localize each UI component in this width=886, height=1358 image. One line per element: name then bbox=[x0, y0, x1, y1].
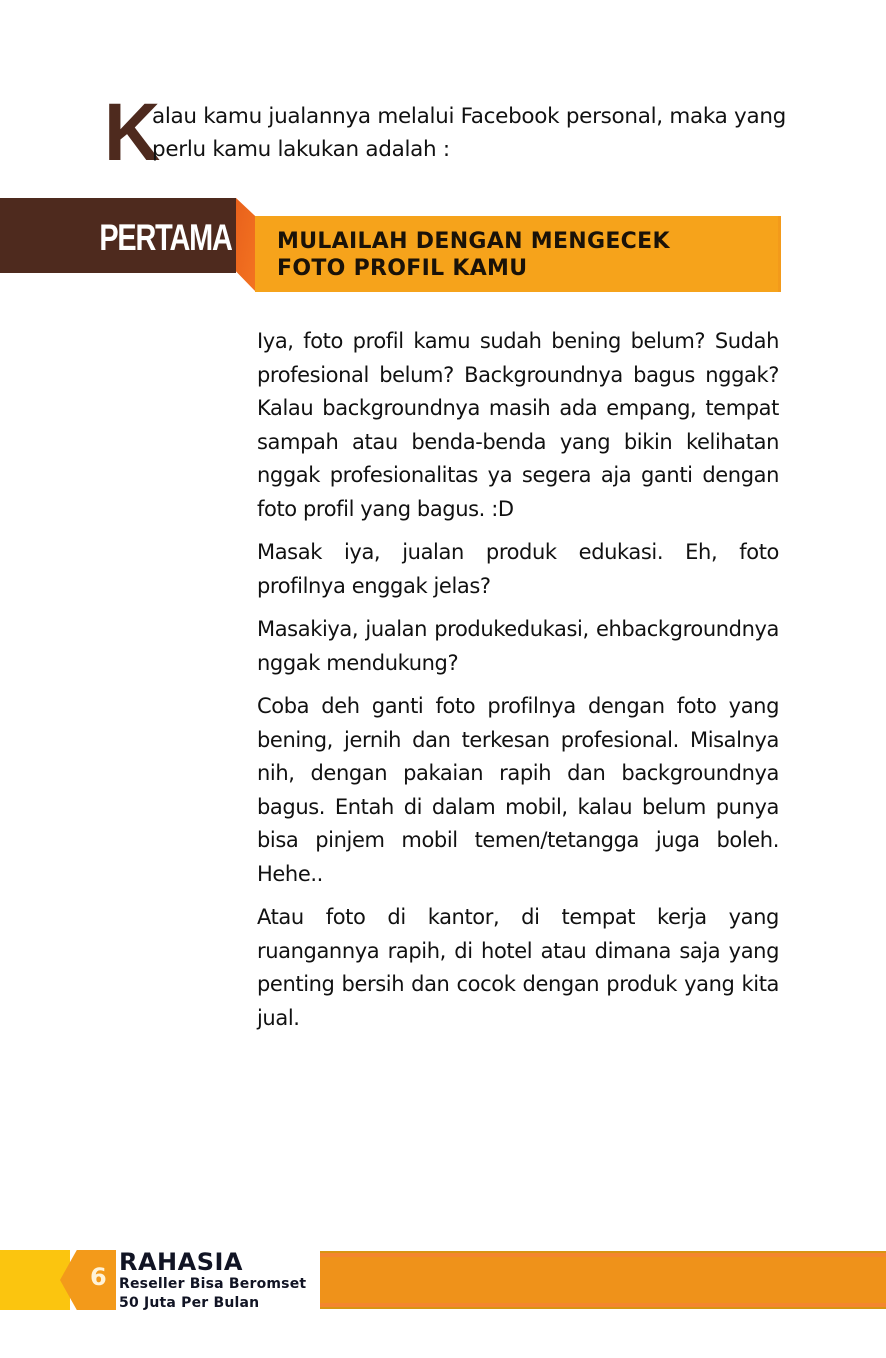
paragraph-2: Masak iya, jualan produk edukasi. Eh, foto profilnya enggak jelas? bbox=[257, 540, 779, 598]
body-text bbox=[257, 325, 779, 1045]
paragraph-4: Coba deh ganti foto profilnya dengan foto yang bening, jernih dan terkesan profesional. Misalnya nih, dengan pakaian rapih dan backgroundnya bagus. Entah di dalam mobil, kalau belum punya bisa pinjem mobil temen/tetangga juga boleh. Hehe.. bbox=[257, 694, 779, 886]
book-subtitle-2: 50 Juta Per Bulan bbox=[119, 1295, 260, 1311]
intro-line-1: alau kamu jualannya melalui Facebook personal, maka yang bbox=[152, 104, 787, 129]
footer-orange-bar bbox=[320, 1251, 886, 1309]
paragraph-1: Iya, foto profil kamu sudah bening belum? Sudah profesional belum? Backgroundnya bagus nggak? Kalau backgroundnya masih ada empang, tempat sampah atau benda-benda yang bikin kelihatan nggak profesionalitas ya segera aja ganti dengan foto profil yang bagus. :D bbox=[257, 329, 779, 521]
section-title-line-2: FOTO PROFIL KAMU bbox=[277, 256, 528, 281]
section-title-line-1: MULAILAH DENGAN MENGECEK bbox=[277, 229, 670, 254]
section-label: PERTAMA bbox=[99, 217, 232, 258]
drop-cap: K bbox=[104, 87, 159, 178]
intro-paragraph bbox=[104, 87, 787, 178]
section-title bbox=[277, 228, 670, 282]
section-label-banner bbox=[0, 198, 236, 273]
book-title: RAHASIA bbox=[119, 1248, 244, 1276]
page-number: 6 bbox=[90, 1263, 107, 1291]
paragraph-5: Atau foto di kantor, di tempat kerja yang ruangannya rapih, di hotel atau dimana saja yang penting bersih dan cocok dengan produk yang kita jual. bbox=[257, 905, 779, 1030]
section-title-banner bbox=[255, 216, 781, 292]
book-subtitle-1: Reseller Bisa Beromset bbox=[119, 1276, 307, 1292]
intro-line-2: perlu kamu lakukan adalah : bbox=[152, 137, 450, 162]
footer-yellow-band bbox=[0, 1250, 70, 1310]
banner-fold-decoration bbox=[236, 198, 256, 292]
paragraph-3: Masakiya, jualan produkedukasi, ehbackgroundnya nggak mendukung? bbox=[257, 617, 779, 675]
